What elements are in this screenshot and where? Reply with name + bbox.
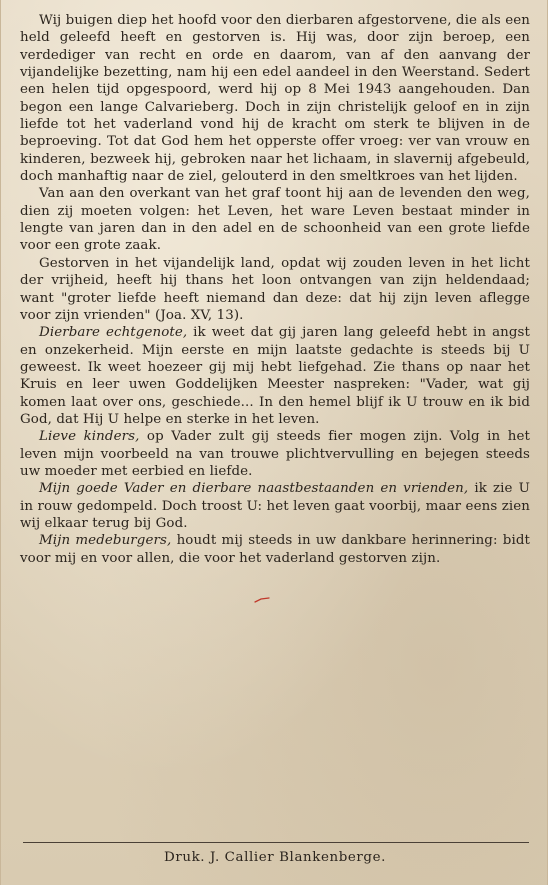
paragraph-children — [20, 428, 530, 480]
paragraph-body: op Vader zult gij steeds fier mogen zijn. Volg in het leven mijn voorbeeld na van trouwe plichtvervulling en bejegen steeds uw moeder met eerbied en liefde. — [20, 429, 530, 479]
paragraph-lead: Dierbare echtgenote, — [39, 325, 188, 341]
memorial-text — [20, 12, 530, 567]
paragraph-body: Van aan den overkant van het graf toont hij aan de levenden den weg, dien zij moeten volgen: het Leven, het ware Leven bestaat minder in lengte van jaren dan in den adel en de schoonheid van een grote liefde voor een grote zaak. — [20, 186, 530, 254]
paragraph-path-of-life — [20, 185, 530, 254]
red-ink-mark — [254, 596, 270, 604]
paragraph-body: Gestorven in het vijandelijk land, opdat wij zouden leven in het licht der vrijheid, heeft hij thans het loon ontvangen van zijn heldendaad; want "groter liefde heeft niemand dan deze: dat hij zijn leven aflegge voor zijn vrienden" (Joa. XV, 13). — [20, 255, 530, 323]
paragraph-body: houdt mij steeds in uw dankbare herinnering: bidt voor mij en voor allen, die voor het vaderland gestorven zijn. — [20, 533, 531, 566]
paragraph-lead: Lieve kinders, — [39, 429, 140, 445]
paragraph-wife — [20, 324, 530, 428]
paragraph-citizens — [20, 532, 530, 567]
paragraph-tribute — [20, 12, 530, 185]
paragraph-died-abroad — [20, 255, 530, 324]
paragraph-body: ik weet dat gij jaren lang geleefd hebt in angst en onzekerheid. Mijn eerste en mijn laatste gedachte is steeds bij U geweest. Ik weet hoezeer gij mij hebt liefgehad. Zie thans op naar het Kruis en leer uwen Goddelijken Meester naspreken: "Vader, wat gij komen laat over ons, geschiede... In den hemel blijf ik U trouw en ik bid God, dat Hij U helpe en sterke in het leven. — [20, 325, 530, 427]
paragraph-body: ik zie U in rouw gedompeld. Doch troost U: het leven gaat voorbij, maar eens zien wij elkaar terug bij God. — [20, 481, 530, 531]
printer-credit: Druk. J. Callier Blankenberge. — [164, 850, 386, 865]
divider-line — [23, 842, 529, 843]
paragraph-body: Wij buigen diep het hoofd voor den dierbaren afgestorvene, die als een held geleefd heeft en gestorven is. Hij was, door zijn beroep, een verdediger van recht en orde en daarom, van af den aanvang der vijandelijke bezetting, nam hij een edel aandeel in den Weerstand. Sedert een helen tijd opgespoord, werd hij op 8 Mei 1943 aangehouden. Dan begon een lange Calvarieberg. Doch in zijn christelijk geloof en in zijn liefde tot het vaderland vond hij de kracht om sterk te blijven in de beproeving. Tot dat God hem het opperste offer vroeg: ver van vrouw en kinderen, bezweek hij, gebroken naar het lichaam, in slavernij afgebeuld, doch manhaftig naar de ziel, gelouterd in den smeltkroes van het lijden. — [20, 13, 530, 185]
paragraph-lead: Mijn goede Vader en dierbare naastbestaanden en vrienden, — [39, 481, 469, 497]
paragraph-family — [20, 480, 530, 532]
paragraph-lead: Mijn medeburgers, — [39, 533, 172, 549]
